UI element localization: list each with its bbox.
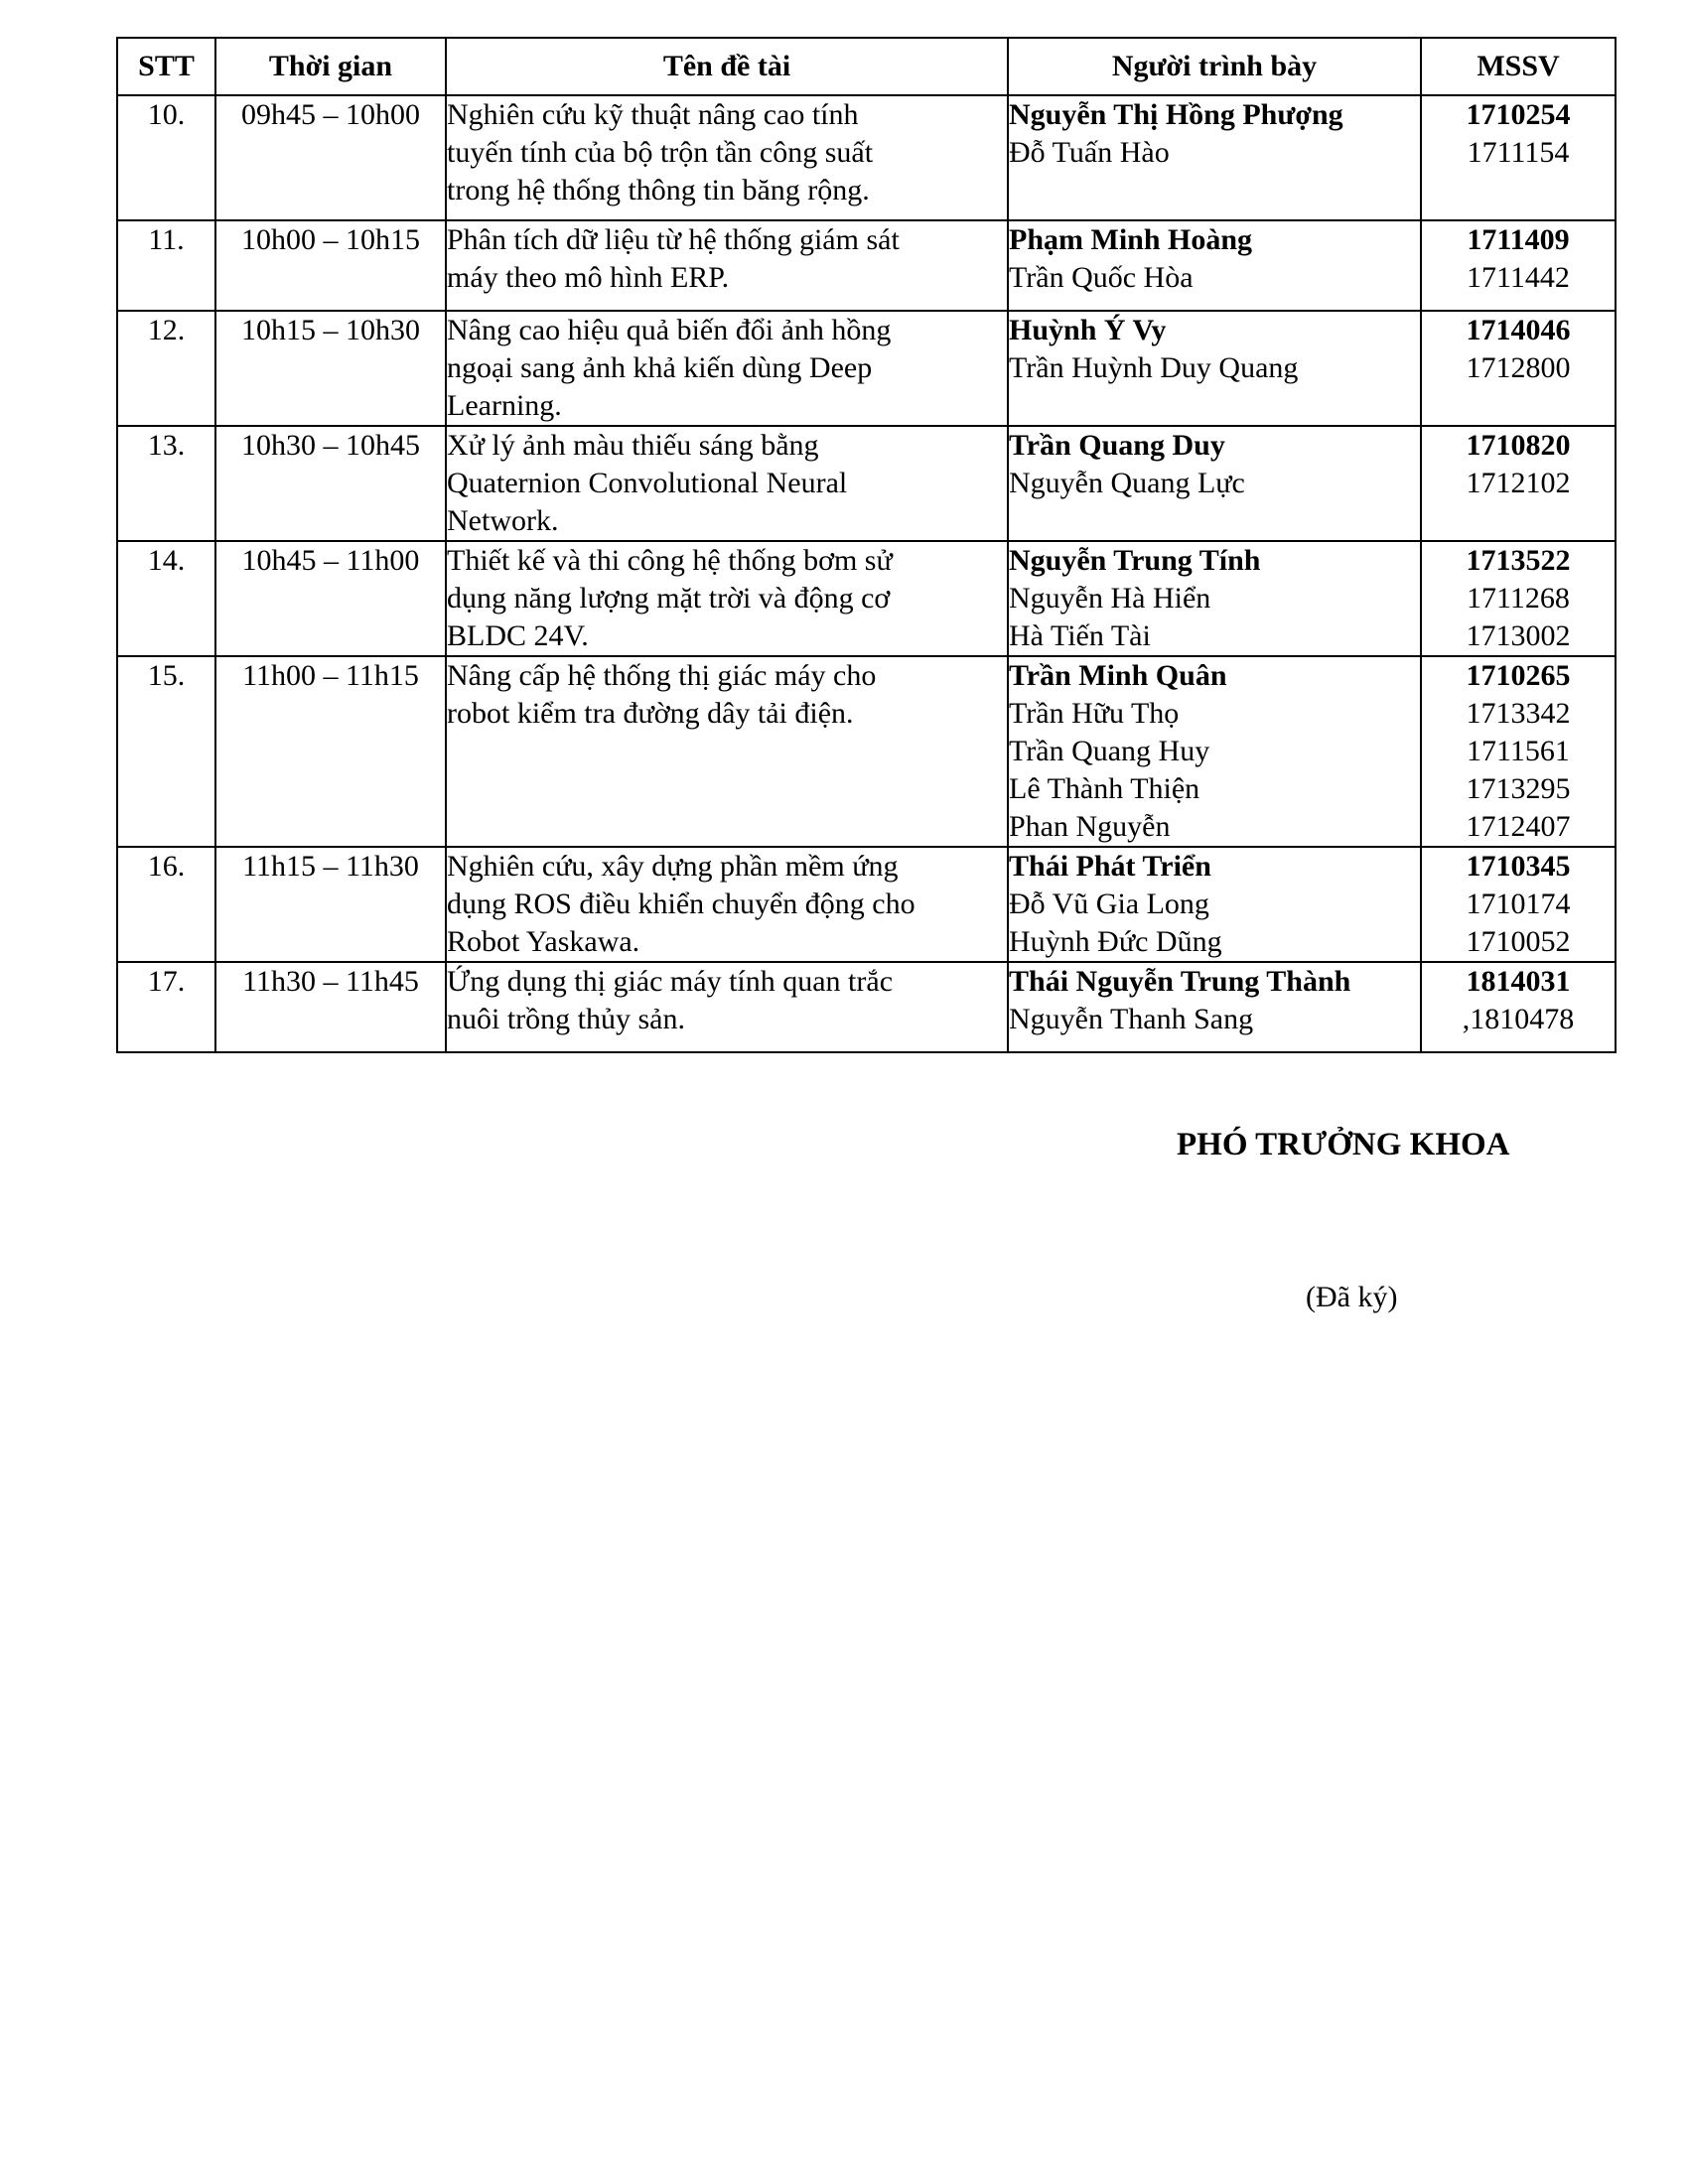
row-title	[446, 962, 1008, 1052]
member-presenter: Nguyễn Hà Hiển	[1009, 582, 1211, 614]
table-header	[117, 38, 1616, 95]
row-time: 11h30 – 11h45	[215, 962, 446, 1052]
member-presenter: Đỗ Tuấn Hào	[1009, 136, 1170, 169]
title-line: Phân tích dữ liệu từ hệ thống giám sát	[447, 223, 900, 256]
title-line: Thiết kế và thi công hệ thống bơm sử	[447, 544, 893, 577]
table-row	[117, 541, 1616, 656]
row-time: 11h15 – 11h30	[215, 847, 446, 962]
row-stt: 13.	[117, 426, 215, 541]
table-row	[117, 962, 1616, 1052]
row-stt: 12.	[117, 311, 215, 426]
member-presenter: Trần Quang Huy	[1009, 735, 1210, 767]
lead-mssv: 1814031	[1466, 965, 1571, 998]
member-mssv: 1712102	[1466, 467, 1571, 499]
row-time: 09h45 – 10h00	[215, 95, 446, 220]
title-line: Robot Yaskawa.	[447, 925, 640, 958]
header-time: Thời gian	[215, 38, 446, 95]
lead-presenter: Nguyễn Thị Hồng Phượng	[1009, 98, 1343, 131]
row-time: 10h30 – 10h45	[215, 426, 446, 541]
title-line: Ứng dụng thị giác máy tính quan trắc	[447, 965, 894, 998]
title-line: Nâng cao hiệu quả biến đổi ảnh hồng	[447, 314, 892, 346]
title-line: Nghiên cứu, xây dựng phần mềm ứng	[447, 850, 899, 883]
lead-mssv: 1710254	[1466, 98, 1571, 131]
row-title	[446, 311, 1008, 426]
row-mssv	[1421, 541, 1616, 656]
row-mssv	[1421, 311, 1616, 426]
title-line: trong hệ thống thông tin băng rộng.	[447, 174, 870, 206]
signed-note: (Đã ký)	[1306, 1281, 1398, 1313]
row-presenters	[1008, 426, 1421, 541]
header-mssv: MSSV	[1421, 38, 1616, 95]
lead-mssv: 1713522	[1466, 544, 1571, 577]
row-presenters	[1008, 95, 1421, 220]
title-line: Xử lý ảnh màu thiếu sáng bằng	[447, 429, 819, 462]
row-stt: 14.	[117, 541, 215, 656]
lead-presenter: Nguyễn Trung Tính	[1009, 544, 1261, 577]
table-row	[117, 95, 1616, 220]
row-title	[446, 95, 1008, 220]
row-title	[446, 426, 1008, 541]
row-time: 10h15 – 10h30	[215, 311, 446, 426]
row-mssv	[1421, 656, 1616, 847]
title-line: máy theo mô hình ERP.	[447, 261, 730, 294]
header-stt: STT	[117, 38, 215, 95]
table-row	[117, 220, 1616, 311]
row-presenters	[1008, 220, 1421, 311]
row-mssv	[1421, 426, 1616, 541]
member-mssv: ,1810478	[1462, 1003, 1575, 1035]
member-mssv: 1711561	[1467, 735, 1570, 767]
member-presenter: Trần Hữu Thọ	[1009, 697, 1180, 730]
lead-presenter: Thái Nguyễn Trung Thành	[1009, 965, 1351, 998]
member-presenter: Trần Quốc Hòa	[1009, 261, 1194, 294]
title-line: ngoại sang ảnh khả kiến dùng Deep	[447, 351, 873, 384]
member-presenter: Trần Huỳnh Duy Quang	[1009, 351, 1299, 384]
title-line: Nâng cấp hệ thống thị giác máy cho	[447, 659, 877, 692]
member-presenter: Đỗ Vũ Gia Long	[1009, 887, 1209, 920]
member-mssv: 1711268	[1467, 582, 1570, 614]
row-mssv	[1421, 95, 1616, 220]
title-line: dụng năng lượng mặt trời và động cơ	[447, 582, 891, 614]
member-presenter: Phan Nguyễn	[1009, 810, 1171, 843]
row-presenters	[1008, 962, 1421, 1052]
lead-presenter: Trần Quang Duy	[1009, 429, 1225, 462]
member-presenter: Nguyễn Thanh Sang	[1009, 1003, 1254, 1035]
table-row	[117, 426, 1616, 541]
member-mssv: 1711154	[1467, 136, 1570, 169]
row-stt: 15.	[117, 656, 215, 847]
header-presenter: Người trình bày	[1008, 38, 1421, 95]
table-row	[117, 656, 1616, 847]
lead-mssv: 1711409	[1467, 223, 1570, 256]
presentation-schedule-table	[116, 37, 1617, 1053]
title-line: Network.	[447, 504, 559, 537]
member-mssv: 1713342	[1466, 697, 1571, 730]
title-line: Learning.	[447, 389, 562, 422]
signer-title: PHÓ TRƯỞNG KHOA	[1177, 1127, 1510, 1162]
member-mssv: 1713295	[1466, 772, 1571, 805]
row-presenters	[1008, 541, 1421, 656]
member-mssv: 1712800	[1466, 351, 1571, 384]
member-mssv: 1712407	[1466, 810, 1571, 843]
row-presenters	[1008, 656, 1421, 847]
row-stt: 16.	[117, 847, 215, 962]
header-row	[117, 38, 1616, 95]
row-title	[446, 656, 1008, 847]
header-title: Tên đề tài	[446, 38, 1008, 95]
row-title	[446, 847, 1008, 962]
member-mssv: 1713002	[1466, 619, 1571, 652]
lead-presenter: Trần Minh Quân	[1009, 659, 1227, 692]
row-time: 10h45 – 11h00	[215, 541, 446, 656]
row-stt: 17.	[117, 962, 215, 1052]
member-presenter: Hà Tiến Tài	[1009, 619, 1151, 652]
row-stt: 11.	[117, 220, 215, 311]
title-line: Quaternion Convolutional Neural	[447, 467, 848, 499]
title-line: tuyến tính của bộ trộn tần công suất	[447, 136, 874, 169]
row-time: 10h00 – 10h15	[215, 220, 446, 311]
member-mssv: 1710174	[1466, 887, 1571, 920]
member-presenter: Nguyễn Quang Lực	[1009, 467, 1245, 499]
member-presenter: Lê Thành Thiện	[1009, 772, 1200, 805]
member-mssv: 1711442	[1467, 261, 1570, 294]
lead-mssv: 1714046	[1466, 314, 1571, 346]
lead-mssv: 1710345	[1466, 850, 1571, 883]
lead-presenter: Thái Phát Triển	[1009, 850, 1211, 883]
row-presenters	[1008, 311, 1421, 426]
member-mssv: 1710052	[1466, 925, 1571, 958]
lead-presenter: Phạm Minh Hoàng	[1009, 223, 1253, 256]
title-line: nuôi trồng thủy sản.	[447, 1003, 685, 1035]
title-line: robot kiểm tra đường dây tải điện.	[447, 697, 854, 730]
table-body	[117, 95, 1616, 1052]
title-line: BLDC 24V.	[447, 619, 589, 652]
table-row	[117, 311, 1616, 426]
row-stt: 10.	[117, 95, 215, 220]
row-title	[446, 541, 1008, 656]
row-mssv	[1421, 962, 1616, 1052]
row-mssv	[1421, 847, 1616, 962]
member-presenter: Huỳnh Đức Dũng	[1009, 925, 1222, 958]
lead-presenter: Huỳnh Ý Vy	[1009, 314, 1167, 346]
row-mssv	[1421, 220, 1616, 311]
row-presenters	[1008, 847, 1421, 962]
lead-mssv: 1710820	[1466, 429, 1571, 462]
title-line: dụng ROS điều khiển chuyển động cho	[447, 887, 915, 920]
row-title	[446, 220, 1008, 311]
row-time: 11h00 – 11h15	[215, 656, 446, 847]
table-row	[117, 847, 1616, 962]
lead-mssv: 1710265	[1466, 659, 1571, 692]
title-line: Nghiên cứu kỹ thuật nâng cao tính	[447, 98, 859, 131]
